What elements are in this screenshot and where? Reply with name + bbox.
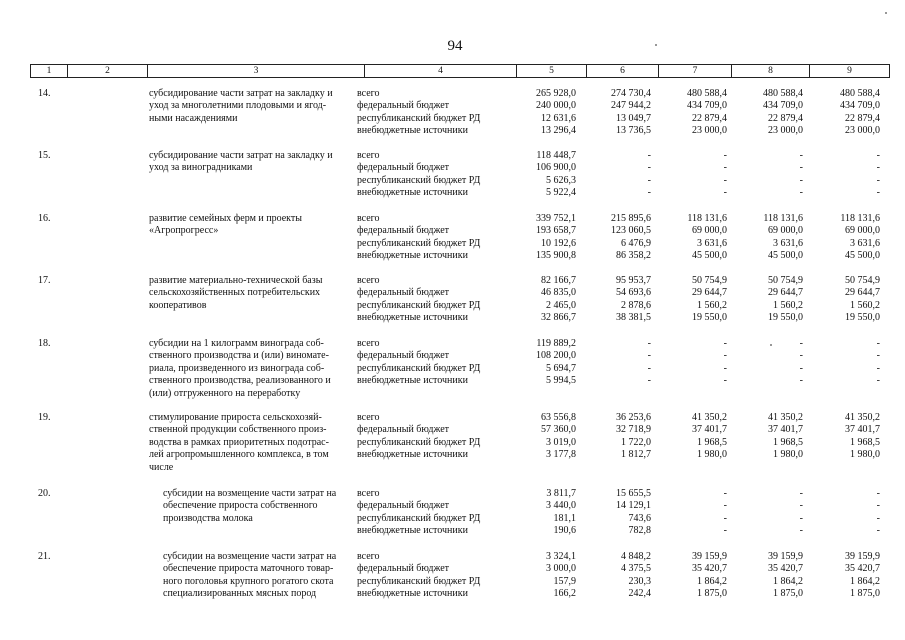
value-cell: - (647, 187, 651, 199)
funding-source: федеральный бюджет (357, 162, 450, 174)
funding-sources (357, 213, 480, 263)
header-col-8: 8 (731, 65, 809, 77)
funding-source: республиканский бюджет РД (357, 237, 481, 249)
funding-source: федеральный бюджет (357, 100, 450, 112)
value-cell: - (799, 350, 803, 362)
value-cell: - (876, 174, 880, 186)
value-cell: 2 465,0 (546, 299, 576, 311)
value-cell: 3 631,6 (697, 237, 727, 249)
funding-source: внебюджетные источники (357, 187, 468, 199)
value-cell: - (723, 150, 727, 161)
description-line: субсидии на 1 килограмм винограда соб- (149, 338, 324, 349)
value-cell: 3 631,6 (773, 237, 803, 249)
value-cell: 41 350,2 (845, 412, 880, 423)
value-column-c9 (810, 338, 880, 388)
row-number: 19. (38, 412, 51, 423)
funding-source: внебюджетные источники (357, 449, 468, 461)
value-cell: - (647, 174, 651, 186)
value-cell: 41 350,2 (692, 412, 727, 423)
value-column-c5 (506, 551, 576, 601)
funding-source: всего (357, 275, 380, 286)
value-cell: 1 968,5 (850, 436, 880, 448)
description-line: субсидирование части затрат на закладку и (149, 88, 333, 99)
value-cell: - (799, 150, 803, 161)
value-cell: - (723, 162, 727, 174)
value-column-c6 (581, 275, 651, 325)
value-column-c7 (657, 338, 727, 388)
value-cell: 274 730,4 (611, 88, 651, 99)
funding-source: республиканский бюджет РД (357, 512, 481, 524)
row-description (149, 88, 359, 125)
value-cell: - (876, 362, 880, 374)
row-description (149, 338, 359, 400)
value-cell: 10 192,6 (541, 237, 576, 249)
value-column-c7 (657, 88, 727, 138)
value-column-c5 (506, 412, 576, 462)
value-cell: 782,8 (628, 525, 651, 537)
description-line: уход за многолетними плодовыми и ягод- (149, 100, 327, 112)
value-cell: - (799, 512, 803, 524)
value-cell: 63 556,8 (541, 412, 576, 423)
value-cell: 434 709,0 (687, 100, 727, 112)
value-cell: 37 401,7 (845, 424, 880, 436)
description-line: уход за виноградниками (149, 162, 253, 174)
value-cell: 39 159,9 (845, 551, 880, 562)
value-cell: 119 889,2 (536, 338, 576, 349)
row-number: 17. (38, 275, 51, 286)
value-column-c9 (810, 412, 880, 462)
row-number: 14. (38, 88, 51, 99)
row-number: 18. (38, 338, 51, 349)
description-line: стимулирование прироста сельскохозяй- (149, 412, 322, 423)
value-cell: - (799, 187, 803, 199)
value-cell: 69 000,0 (692, 225, 727, 237)
value-column-c5 (506, 275, 576, 325)
value-cell: 480 588,4 (840, 88, 880, 99)
value-cell: - (876, 150, 880, 161)
funding-sources (357, 412, 480, 462)
description-line: ного поголовья крупного рогатого скота (163, 575, 334, 587)
row-number: 20. (38, 488, 51, 499)
value-cell: 57 360,0 (541, 424, 576, 436)
value-cell: 15 655,5 (616, 488, 651, 499)
page-number: 94 (447, 38, 463, 54)
description-line: риала, произведенного из винограда соб- (149, 362, 325, 374)
funding-sources (357, 275, 480, 325)
value-column-c5 (506, 88, 576, 138)
value-column-c5 (506, 338, 576, 388)
funding-source: федеральный бюджет (357, 563, 450, 575)
value-cell: 39 159,9 (692, 551, 727, 562)
value-cell: 118 448,7 (536, 150, 576, 161)
value-column-c9 (810, 275, 880, 325)
funding-source: всего (357, 88, 380, 99)
funding-source: республиканский бюджет РД (357, 436, 481, 448)
value-cell: 247 944,2 (611, 100, 651, 112)
funding-source: всего (357, 150, 380, 161)
funding-source: федеральный бюджет (357, 500, 450, 512)
funding-sources (357, 88, 480, 138)
value-cell: 19 550,0 (692, 312, 727, 324)
value-cell: 5 626,3 (546, 174, 576, 186)
scan-speck (885, 12, 887, 14)
value-cell: 1 875,0 (773, 588, 803, 600)
description-line: развитие материально-технической базы (149, 275, 323, 286)
value-cell: 35 420,7 (768, 563, 803, 575)
value-cell: 3 631,6 (850, 237, 880, 249)
row-description (149, 150, 359, 175)
value-cell: 13 296,4 (541, 125, 576, 137)
funding-source: республиканский бюджет РД (357, 174, 481, 186)
value-cell: 1 560,2 (773, 299, 803, 311)
value-cell: 181,1 (553, 512, 576, 524)
row-description (163, 488, 359, 525)
value-cell: 1 864,2 (773, 575, 803, 587)
value-cell: 743,6 (628, 512, 651, 524)
value-cell: 1 812,7 (621, 449, 651, 461)
funding-source: всего (357, 338, 380, 349)
value-cell: - (647, 362, 651, 374)
value-cell: 69 000,0 (768, 225, 803, 237)
value-cell: 1 980,0 (773, 449, 803, 461)
value-cell: 37 401,7 (768, 424, 803, 436)
value-column-c8 (733, 88, 803, 138)
value-cell: 32 718,9 (616, 424, 651, 436)
value-column-c6 (581, 412, 651, 462)
row-description (149, 213, 359, 238)
funding-source: республиканский бюджет РД (357, 362, 481, 374)
value-cell: 1 722,0 (621, 436, 651, 448)
funding-source: внебюджетные источники (357, 588, 468, 600)
scan-speck (770, 344, 772, 346)
value-cell: 54 693,6 (616, 287, 651, 299)
description-line: сельскохозяйственных потребительских (149, 287, 321, 299)
value-column-c7 (657, 551, 727, 601)
value-cell: 106 900,0 (536, 162, 576, 174)
value-column-c6 (581, 88, 651, 138)
value-cell: - (876, 525, 880, 537)
value-cell: 39 159,9 (768, 551, 803, 562)
value-cell: 36 253,6 (616, 412, 651, 423)
value-column-c9 (810, 88, 880, 138)
value-column-c5 (506, 213, 576, 263)
value-cell: 22 879,4 (845, 112, 880, 124)
value-cell: 22 879,4 (692, 112, 727, 124)
funding-source: внебюджетные источники (357, 125, 468, 137)
header-col-5: 5 (516, 65, 586, 77)
funding-source: всего (357, 551, 380, 562)
value-cell: 1 875,0 (850, 588, 880, 600)
description-line: ными насаждениями (149, 112, 238, 124)
value-cell: - (647, 350, 651, 362)
funding-source: федеральный бюджет (357, 287, 450, 299)
value-cell: 215 895,6 (611, 213, 651, 224)
value-cell: 1 560,2 (697, 299, 727, 311)
value-column-c9 (810, 213, 880, 263)
value-cell: 46 835,0 (541, 287, 576, 299)
value-cell: 23 000,0 (845, 125, 880, 137)
scan-speck (655, 44, 657, 46)
value-cell: 22 879,4 (768, 112, 803, 124)
value-cell: - (647, 150, 651, 161)
value-cell: 1 980,0 (697, 449, 727, 461)
value-cell: 86 358,2 (616, 250, 651, 262)
row-description (163, 551, 359, 601)
value-column-c6 (581, 150, 651, 200)
description-line: обеспечение прироста маточного товар- (163, 563, 334, 575)
funding-sources (357, 150, 480, 200)
value-cell: - (799, 338, 803, 349)
value-cell: 29 644,7 (845, 287, 880, 299)
funding-sources (357, 338, 480, 388)
value-column-c7 (657, 275, 727, 325)
value-cell: 50 754,9 (768, 275, 803, 286)
value-column-c7 (657, 412, 727, 462)
value-cell: 95 953,7 (616, 275, 651, 286)
value-column-c9 (810, 551, 880, 601)
value-cell: 5 994,5 (546, 375, 576, 387)
description-line: субсидирование части затрат на закладку и (149, 150, 333, 161)
row-description (149, 275, 359, 312)
value-cell: - (876, 500, 880, 512)
value-cell: - (876, 338, 880, 349)
value-cell: 118 131,6 (687, 213, 727, 224)
value-cell: 1 980,0 (850, 449, 880, 461)
value-cell: - (723, 500, 727, 512)
value-cell: - (799, 174, 803, 186)
value-cell: 240 000,0 (536, 100, 576, 112)
value-cell: 82 166,7 (541, 275, 576, 286)
value-column-c9 (810, 150, 880, 200)
value-column-c8 (733, 488, 803, 538)
value-cell: 3 019,0 (546, 436, 576, 448)
description-line: ственной продукции собственного произ- (149, 424, 327, 436)
value-cell: 45 500,0 (845, 250, 880, 262)
value-cell: - (799, 362, 803, 374)
funding-source: внебюджетные источники (357, 250, 468, 262)
description-line: кооперативов (149, 299, 207, 311)
value-cell: 480 588,4 (763, 88, 803, 99)
value-cell: - (799, 525, 803, 537)
value-cell: 118 131,6 (840, 213, 880, 224)
value-cell: 193 658,7 (536, 225, 576, 237)
value-cell: 69 000,0 (845, 225, 880, 237)
row-number: 21. (38, 551, 51, 562)
value-column-c7 (657, 488, 727, 538)
description-line: производства молока (163, 512, 253, 524)
value-cell: 108 200,0 (536, 350, 576, 362)
row-number: 16. (38, 213, 51, 224)
value-cell: 23 000,0 (768, 125, 803, 137)
value-cell: - (876, 187, 880, 199)
value-cell: - (647, 375, 651, 387)
funding-source: внебюджетные источники (357, 525, 468, 537)
value-cell: 1 875,0 (697, 588, 727, 600)
description-line: водства в рамках приоритетных подотрас- (149, 436, 329, 448)
value-column-c7 (657, 213, 727, 263)
funding-sources (357, 551, 480, 601)
funding-source: федеральный бюджет (357, 225, 450, 237)
value-cell: 480 588,4 (687, 88, 727, 99)
value-cell: 32 866,7 (541, 312, 576, 324)
funding-source: всего (357, 412, 380, 423)
description-line: субсидии на возмещение части затрат на (163, 551, 337, 562)
value-cell: 339 752,1 (536, 213, 576, 224)
value-cell: 3 177,8 (546, 449, 576, 461)
value-cell: 14 129,1 (616, 500, 651, 512)
header-col-1: 1 (46, 66, 52, 76)
value-column-c6 (581, 338, 651, 388)
funding-source: всего (357, 213, 380, 224)
funding-source: федеральный бюджет (357, 424, 450, 436)
description-line: ственного производства и (или) виномате- (149, 350, 329, 362)
value-cell: 230,3 (628, 575, 651, 587)
value-cell: 190,6 (553, 525, 576, 537)
value-cell: 3 000,0 (546, 563, 576, 575)
value-cell: 157,9 (553, 575, 576, 587)
value-column-c5 (506, 150, 576, 200)
value-cell: 6 476,9 (621, 237, 651, 249)
value-cell: - (876, 162, 880, 174)
funding-source: внебюджетные источники (357, 375, 468, 387)
description-line: (или) отгруженного на переработку (149, 387, 301, 399)
description-line: субсидии на возмещение части затрат на (163, 488, 337, 499)
value-cell: 19 550,0 (768, 312, 803, 324)
value-cell: 29 644,7 (768, 287, 803, 299)
value-cell: - (799, 162, 803, 174)
value-cell: 50 754,9 (845, 275, 880, 286)
value-cell: 50 754,9 (692, 275, 727, 286)
header-col-4: 4 (364, 65, 516, 77)
value-column-c5 (506, 488, 576, 538)
value-cell: 19 550,0 (845, 312, 880, 324)
value-cell: 118 131,6 (763, 213, 803, 224)
funding-source: республиканский бюджет РД (357, 575, 481, 587)
description-line: «Агропрогресс» (149, 225, 219, 237)
value-cell: 123 060,5 (611, 225, 651, 237)
value-cell: - (723, 187, 727, 199)
value-cell: 5 694,7 (546, 362, 576, 374)
value-cell: 4 848,2 (621, 551, 651, 562)
value-column-c8 (733, 412, 803, 462)
value-cell: - (723, 525, 727, 537)
value-column-c6 (581, 213, 651, 263)
value-cell: - (647, 162, 651, 174)
value-cell: 41 350,2 (768, 412, 803, 423)
value-cell: - (799, 500, 803, 512)
value-cell: - (723, 362, 727, 374)
value-cell: - (876, 512, 880, 524)
funding-sources (357, 488, 480, 538)
value-cell: 434 709,0 (840, 100, 880, 112)
value-cell: - (647, 338, 651, 349)
value-column-c8 (733, 551, 803, 601)
value-cell: - (723, 350, 727, 362)
description-line: обеспечение прироста собственного (163, 500, 318, 512)
value-cell: 45 500,0 (692, 250, 727, 262)
value-cell: - (876, 375, 880, 387)
value-cell: 13 736,5 (616, 125, 651, 137)
value-cell: 3 440,0 (546, 500, 576, 512)
header-col-9: 9 (809, 65, 889, 77)
value-cell: - (723, 488, 727, 499)
value-cell: 45 500,0 (768, 250, 803, 262)
value-cell: 13 049,7 (616, 112, 651, 124)
value-cell: 35 420,7 (692, 563, 727, 575)
value-cell: 5 922,4 (546, 187, 576, 199)
value-cell: 1 864,2 (850, 575, 880, 587)
value-cell: 135 900,8 (536, 250, 576, 262)
value-column-c8 (733, 213, 803, 263)
value-cell: 38 381,5 (616, 312, 651, 324)
value-cell: 1 968,5 (773, 436, 803, 448)
value-cell: - (799, 488, 803, 499)
value-cell: 1 560,2 (850, 299, 880, 311)
value-cell: 166,2 (553, 588, 576, 600)
table-header (30, 64, 890, 78)
value-column-c8 (733, 150, 803, 200)
header-col-3: 3 (147, 65, 364, 77)
value-cell: 2 878,6 (621, 299, 651, 311)
value-cell: 434 709,0 (763, 100, 803, 112)
description-line: развитие семейных ферм и проекты (149, 213, 302, 224)
value-cell: 242,4 (628, 588, 651, 600)
value-cell: 1 968,5 (697, 436, 727, 448)
value-column-c8 (733, 338, 803, 388)
value-cell: - (723, 512, 727, 524)
value-column-c7 (657, 150, 727, 200)
description-line: специализированных мясных пород (163, 588, 317, 600)
value-cell: 3 811,7 (546, 488, 576, 499)
funding-source: федеральный бюджет (357, 350, 450, 362)
funding-source: республиканский бюджет РД (357, 112, 481, 124)
value-column-c6 (581, 551, 651, 601)
row-description (149, 412, 359, 474)
header-col-6: 6 (586, 65, 658, 77)
funding-source: внебюджетные источники (357, 312, 468, 324)
value-cell: - (876, 350, 880, 362)
value-cell: - (876, 488, 880, 499)
funding-source: всего (357, 488, 380, 499)
description-line: числе (149, 461, 174, 473)
description-line: лей агропромышленного комплекса, в том (149, 449, 329, 461)
value-cell: 23 000,0 (692, 125, 727, 137)
value-cell: - (799, 375, 803, 387)
header-col-2: 2 (67, 65, 147, 77)
value-cell: 35 420,7 (845, 563, 880, 575)
value-cell: - (723, 338, 727, 349)
value-column-c8 (733, 275, 803, 325)
header-col-7: 7 (658, 65, 731, 77)
value-cell: 265 928,0 (536, 88, 576, 99)
value-cell: 3 324,1 (546, 551, 576, 562)
value-cell: 37 401,7 (692, 424, 727, 436)
value-column-c6 (581, 488, 651, 538)
value-cell: 4 375,5 (621, 563, 651, 575)
row-number: 15. (38, 150, 51, 161)
value-column-c9 (810, 488, 880, 538)
value-cell: 29 644,7 (692, 287, 727, 299)
value-cell: - (723, 174, 727, 186)
description-line: ственного производства, реализованного и (149, 375, 331, 387)
funding-source: республиканский бюджет РД (357, 299, 481, 311)
value-cell: 12 631,6 (541, 112, 576, 124)
value-cell: - (723, 375, 727, 387)
value-cell: 1 864,2 (697, 575, 727, 587)
